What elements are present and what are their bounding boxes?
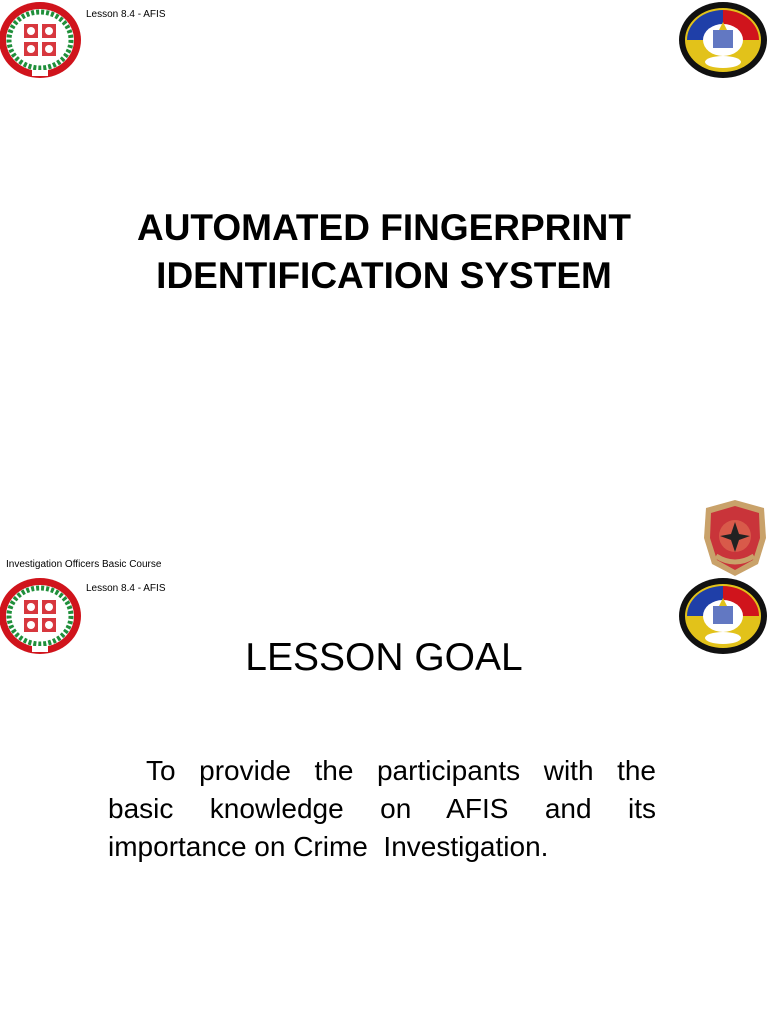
lesson-goal-body — [108, 752, 656, 866]
header-label: Lesson 8.4 - AFIS — [86, 583, 166, 594]
slide-title — [60, 204, 708, 300]
goal-line-2: basic knowledge on AFIS and its — [108, 793, 656, 824]
goal-line-3: importance on Crime Investigation. — [108, 831, 549, 862]
title-line-1: AUTOMATED FINGERPRINT — [136, 207, 631, 248]
goal-line-1: To provide the participants with the — [146, 755, 656, 786]
red-training-seal-icon — [0, 0, 82, 80]
footer-label: Investigation Officers Basic Course — [6, 559, 162, 570]
title-line-2: IDENTIFICATION SYSTEM — [156, 255, 612, 296]
red-training-seal-icon — [0, 576, 82, 656]
pnp-academy-badge-icon — [678, 0, 768, 80]
header-label: Lesson 8.4 - AFIS — [86, 9, 166, 20]
lesson-goal-title: LESSON GOAL — [245, 636, 523, 679]
pnp-academy-badge-icon — [678, 576, 768, 656]
slide-2 — [0, 576, 768, 1024]
pnp-shield-icon — [702, 498, 768, 576]
